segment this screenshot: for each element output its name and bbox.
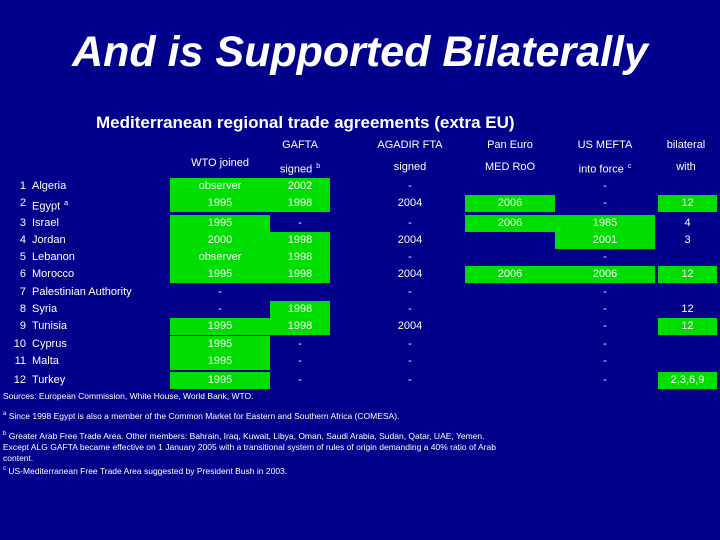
cell-paneuro [465, 353, 555, 370]
cell-gafta: - [298, 374, 302, 386]
cell-agadir: 2004 [397, 234, 423, 246]
table-subtitle: Mediterranean regional trade agreements (extra EU) [96, 113, 515, 132]
cell-paneuro [465, 318, 555, 335]
cell-bilateral [658, 249, 717, 266]
cell-usmefta: - [603, 180, 607, 192]
country-name: Palestinian Authority [32, 286, 132, 298]
cell-bilateral: 12 [658, 195, 717, 212]
cell-usmefta: 2006 [555, 266, 655, 283]
cell-usmefta: - [603, 286, 607, 298]
cell-wto: 1995 [170, 336, 270, 353]
row-number: 4 [19, 234, 26, 246]
cell-usmefta: - [603, 251, 607, 263]
footnote-b: $^b$ Greater Arab Free Trade Area. Other members: Bahrain, Iraq, Kuwait, Libya, Oman, Saudi Arabia, Sudan, Qatar, UAE, Yemen. [3, 430, 485, 441]
footnote-a: $^a$ Since 1998 Egypt is also a member of the Common Market for Eastern and Southern Africa (COMESA). [3, 410, 400, 421]
country-name: Lebanon [32, 251, 75, 263]
header-wto: WTO joined [191, 157, 249, 169]
cell-usmefta: 2001 [555, 232, 655, 249]
cell-agadir: - [408, 251, 412, 263]
cell-gafta: 1998 [270, 195, 330, 212]
cell-bilateral: 12 [658, 266, 717, 283]
cell-paneuro: 2006 [465, 195, 555, 212]
cell-agadir: - [408, 355, 412, 367]
cell-wto: 1995 [170, 215, 270, 232]
cell-agadir: 2004 [397, 268, 423, 280]
footnote-c: $^c$ US-Mediterranean Free Trade Area suggested by President Bush in 2003. [3, 465, 288, 476]
country-name: Turkey [32, 374, 66, 386]
cell-gafta: 2002 [270, 178, 330, 195]
cell-bilateral [658, 353, 717, 370]
header-gafta: GAFTA signed $^b$ [279, 139, 321, 176]
cell-bilateral [658, 336, 717, 353]
cell-wto: observer [170, 249, 270, 266]
country-name: Israel [32, 217, 59, 229]
cell-paneuro [465, 178, 555, 195]
cell-usmefta: - [603, 303, 607, 315]
cell-agadir: - [408, 303, 412, 315]
cell-bilateral: 12 [681, 303, 694, 315]
cell-wto: 1995 [170, 372, 270, 389]
cell-wto: observer [170, 178, 270, 195]
row-number: 7 [19, 286, 26, 298]
cell-bilateral: 12 [658, 318, 717, 335]
cell-paneuro [465, 232, 555, 249]
cell-gafta: - [298, 355, 302, 367]
cell-usmefta: - [603, 338, 607, 350]
header-bilateral: bilateral with [666, 139, 706, 173]
cell-agadir: - [408, 217, 412, 229]
cell-paneuro: 2006 [465, 215, 555, 232]
cell-gafta: - [298, 217, 302, 229]
row-number: 11 [14, 355, 26, 367]
country-name: Malta [32, 355, 59, 367]
cell-agadir: 2004 [397, 197, 423, 209]
footnote-b-line2: Except ALG GAFTA became effective on 1 January 2005 with a transitional system of rules of origin demanding a 40% ratio of Arab [3, 441, 496, 452]
header-agadir: AGADIR FTA signed [377, 139, 443, 173]
cell-wto: 1995 [170, 195, 270, 212]
cell-agadir: 2004 [397, 320, 423, 332]
cell-gafta: 1998 [270, 301, 330, 318]
footnote-b-line3: content. [3, 452, 34, 463]
cell-gafta [270, 284, 330, 301]
cell-agadir: - [408, 180, 412, 192]
header-usmefta: US MEFTA into force $^c$ [577, 139, 633, 176]
row-number: 8 [19, 303, 26, 315]
country-name: Algeria [32, 180, 67, 192]
cell-paneuro [465, 336, 555, 353]
cell-gafta: 1998 [270, 249, 330, 266]
cell-usmefta: - [603, 374, 607, 386]
country-name: Tunisia [32, 320, 68, 332]
cell-agadir: - [408, 338, 412, 350]
footnotes [3, 391, 603, 476]
row-number: 9 [19, 320, 26, 332]
cell-bilateral [658, 284, 717, 301]
sources-note: Sources: European Commission, White House, World Bank, WTO. [3, 391, 254, 401]
cell-wto: - [218, 286, 222, 298]
cell-paneuro: 2006 [465, 266, 555, 283]
country-name: Cyprus [32, 338, 67, 350]
cell-paneuro [465, 249, 555, 266]
country-name: Jordan [32, 234, 66, 246]
cell-gafta: 1998 [270, 266, 330, 283]
cell-paneuro [465, 301, 555, 318]
slide-title: And is Supported Bilaterally [72, 28, 648, 76]
country-name: Morocco [32, 268, 75, 280]
cell-paneuro [465, 284, 555, 301]
cell-usmefta: 1985 [555, 215, 655, 232]
cell-usmefta: - [603, 320, 607, 332]
row-number: 1 [19, 180, 26, 192]
row-number: 2 [19, 197, 26, 209]
cell-gafta: 1998 [270, 232, 330, 249]
cell-wto: 1995 [170, 318, 270, 335]
cell-bilateral [658, 178, 717, 195]
country-name: Egypt $^a$ [32, 200, 69, 213]
row-number: 5 [19, 251, 26, 263]
cell-agadir: - [408, 286, 412, 298]
cell-gafta: - [298, 338, 302, 350]
row-number: 10 [13, 338, 26, 350]
cell-wto: 1995 [170, 266, 270, 283]
row-number: 6 [19, 268, 26, 280]
cell-wto: 2000 [170, 232, 270, 249]
cell-bilateral: 3 [684, 234, 691, 246]
cell-gafta: 1998 [270, 318, 330, 335]
cell-usmefta: - [603, 197, 607, 209]
cell-bilateral: 4 [684, 217, 691, 229]
row-number: 12 [13, 374, 26, 386]
cell-usmefta: - [603, 355, 607, 367]
cell-agadir: - [408, 374, 412, 386]
cell-wto: - [218, 303, 222, 315]
row-number: 3 [19, 217, 26, 229]
header-paneuro: Pan Euro MED RoO [484, 139, 536, 173]
country-name: Syria [32, 303, 58, 315]
cell-paneuro [465, 372, 555, 389]
cell-wto: 1995 [170, 353, 270, 370]
cell-bilateral: 2,3,6,9 [658, 372, 717, 389]
